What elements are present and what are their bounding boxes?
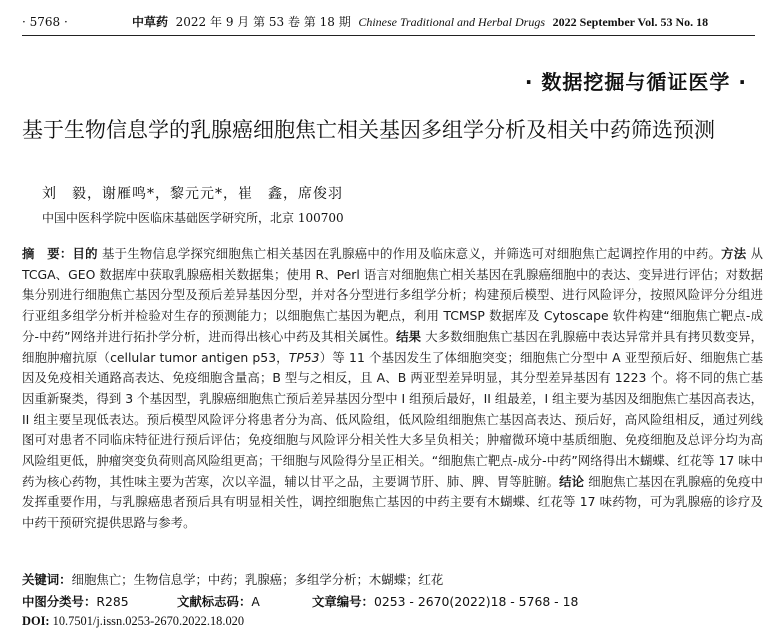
keywords bbox=[22, 570, 443, 588]
objective-label: 目的 bbox=[72, 246, 98, 261]
author-list: 刘 毅，谢雁鸣*，黎元元*，崔 鑫，席俊羽 bbox=[42, 186, 343, 202]
section-tag: · 数据挖掘与循证医学 · bbox=[524, 70, 747, 94]
classification-line bbox=[22, 592, 762, 610]
results-label: 结果 bbox=[396, 328, 422, 344]
affiliation: 中国中医科学院中医临床基础医学研究所，北京 100700 bbox=[42, 211, 344, 225]
page-number: · 5768 · bbox=[22, 15, 68, 29]
keywords-value: 细胞焦亡；生物信息学；中药；乳腺癌；多组学分析；木蝴蝶；红花 bbox=[71, 572, 444, 587]
header-divider bbox=[22, 35, 755, 36]
doi-line bbox=[22, 614, 244, 629]
article-title: 基于生物信息学的乳腺癌细胞焦亡相关基因多组学分析及相关中药筛选预测 bbox=[22, 118, 715, 142]
objective-text: 基于生物信息学探究细胞焦亡相关基因在乳腺癌中的作用及临床意义，并筛选可对细胞焦亡起调控作用的中药。 bbox=[102, 246, 722, 261]
journal-name-cn: 中草药 bbox=[132, 15, 169, 29]
conclusion-text: 细胞焦亡基因在乳腺癌的免疫中发挥重要作用，与乳腺癌患者预后具有明显相关性，调控细胞焦亡基因的中药主要有木蝴蝶、红花等 17 味药物，可为乳腺癌的诊疗及中药干预研究提供思路与参考。 bbox=[22, 473, 764, 531]
methods-label: 方法 bbox=[721, 246, 747, 261]
conclusion-label: 结论 bbox=[559, 473, 585, 489]
keywords-label: 关键词： bbox=[22, 572, 72, 587]
doc-code-value: A bbox=[251, 594, 260, 609]
issue-en: 2022 September Vol. 53 No. 18 bbox=[552, 15, 709, 29]
results-text-b: ）等 11 个基因发生了体细胞突变；细胞焦亡分型中 A 亚型预后好、细胞焦亡基因及免疫相关通路高表达、免疫细胞含量高；B 型与之相反，且 A、B 两亚型差异明显，其分型差异基因有 1223 个。将不同的焦亡基因重新聚类，得到 3 个基因型，乳腺癌细胞焦亡预后差异基因分型中 I 组预后最好，II 组最差，I 组主要为基因及细胞焦亡基因高表达，II 组主要呈现低表达。预后模型风险评分将患者分为高、低风险组，低风险组细胞焦亡基因高表达、预后好，高风险组相反，通过列线图可对患者不同临床特征进行预后评估；免疫细胞与风险评分相关性大多呈负相关；肿瘤微环境中基质细胞、免疫细胞及总评分均为高风险组更低，肿瘤突变负荷则高风险组更高；干细胞与风险得分呈正相关。“细胞焦亡靶点-成分-中药”网络得出木蝴蝶、红花等 17 味中药为核心药物，其性味主要为苦寒，次以辛温，辅以甘平之品，主要调节肝、肺、脾、胃等脏腑。 bbox=[22, 349, 764, 489]
doi-value: 10.7501/j.issn.0253-2670.2022.18.020 bbox=[52, 614, 245, 628]
running-header bbox=[22, 12, 755, 36]
clc-value: R285 bbox=[96, 594, 129, 609]
doc-code-label: 文献标志码： bbox=[177, 594, 252, 609]
gene-name: TP53 bbox=[288, 349, 320, 365]
abstract bbox=[22, 244, 763, 534]
article-number-field bbox=[312, 592, 578, 610]
doi-label: DOI: bbox=[22, 614, 50, 628]
journal-name-en: Chinese Traditional and Herbal Drugs bbox=[358, 15, 546, 29]
methods-text: 从 TCGA、GEO 数据库中获取乳腺癌相关数据集；使用 R、Perl 语言对细胞焦亡相关基因在乳腺癌细胞中的表达、变异进行评估；对数据集分别进行细胞焦亡基因分型及预后差异基因分型，并对各分型进行多组学分析；构建预后模型、进行风险评分，按照风险评分分组进行亚组多组学分析并检验对生存的预测能力；以细胞焦亡基因为靶点，利用 TCMSP 数据库及 Cytoscape 软件构建“细胞焦亡靶点-成分-中药”网络并进行拓扑学分析，进而得出核心中药及其相关属性。 bbox=[22, 246, 764, 344]
issue-cn: 2022 年 9 月 第 53 卷 第 18 期 bbox=[175, 15, 351, 29]
abstract-label: 摘 要： bbox=[22, 246, 73, 261]
results-text-a: 大多数细胞焦亡基因在乳腺癌中表达异常并具有拷贝数变异，细胞肿瘤抗原（cellular tumor antigen p53， bbox=[22, 328, 763, 365]
article-number-label: 文章编号： bbox=[312, 594, 374, 609]
clc-label: 中图分类号： bbox=[22, 594, 97, 609]
journal-info bbox=[132, 12, 708, 32]
article-number-value: 0253 - 2670(2022)18 - 5768 - 18 bbox=[373, 594, 579, 609]
doc-code-field bbox=[177, 592, 260, 610]
clc-field bbox=[22, 594, 129, 609]
